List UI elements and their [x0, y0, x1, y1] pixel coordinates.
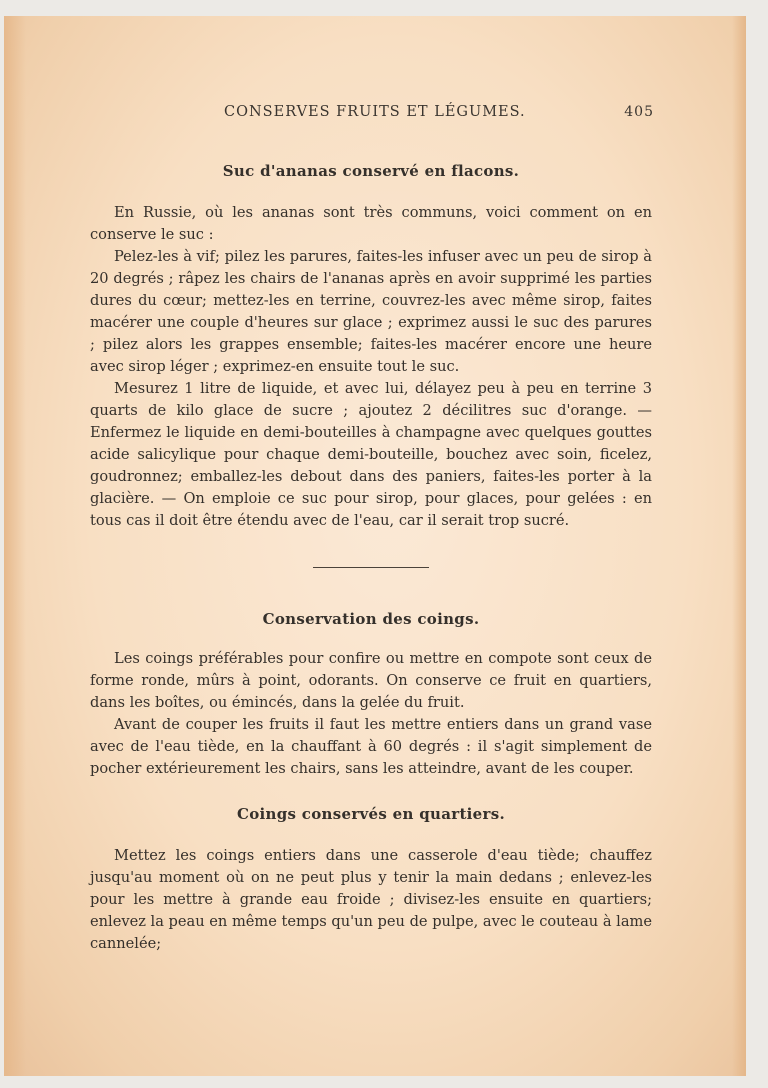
page-number: 405	[624, 104, 654, 120]
paragraph: Mesurez 1 litre de liquide, et avec lui, délayez peu à peu en terrine 3 quarts de kilo glace de sucre ; ajoutez 2 décilitres suc d'orange. — Enfermez le liquide en demi-bouteilles à champagne avec quelques gouttes acide salicylique pour chaque demi-bouteille, bouchez avec soin, ficelez, goudronnez; emballez-les debout dans des paniers, faites-les porter à la glacière. — On emploie ce suc pour sirop, pour glaces, pour gelées : en tous cas il doit être étendu avec de l'eau, car il serait trop sucré.	[90, 380, 652, 529]
paragraph: Pelez-les à vif; pilez les parures, faites-les infuser avec un peu de sirop à 20 degrés ; râpez les chairs de l'ananas après en avoir supprimé les parties dures du cœur; mettez-les en terrine, couvrez-les avec même sirop, faites macérer une couple d'heures sur glace ; exprimez aussi le suc des parures ; pilez alors les grappes ensemble; faites-les macérer encore une heure avec sirop léger ; exprimez-en ensuite tout le suc.	[90, 248, 652, 375]
paragraph: Avant de couper les fruits il faut les mettre entiers dans un grand vase avec de l'eau tiède, en la chauffant à 60 degrés : il s'agit simplement de pocher extérieurement les chairs, sans les atteindre, avant de les couper.	[90, 716, 652, 777]
paragraph: En Russie, où les ananas sont très communs, voici comment on en conserve le suc :	[90, 204, 652, 243]
book-page	[4, 16, 746, 1076]
paragraph: Mettez les coings entiers dans une casserole d'eau tiède; chauffez jusqu'au moment où on ne peut plus y tenir la main dedans ; enlevez-les pour les mettre à grande eau froide ; divisez-les ensuite en quartiers; enlevez la peau en même temps qu'un peu de pulpe, avec le couteau à lame cannelée;	[90, 847, 652, 952]
section-title-suc-ananas: Suc d'ananas conservé en flacons.	[222, 162, 520, 180]
section-title-coings-quartiers: Coings conservés en quartiers.	[237, 805, 505, 823]
running-title: CONSERVES FRUITS ET LÉGUMES.	[224, 104, 526, 120]
section-title-conservation-coings: Conservation des coings.	[262, 610, 480, 628]
page-body	[90, 136, 652, 955]
paragraph: Les coings préférables pour confire ou mettre en compote sont ceux de forme ronde, mûrs à point, odorants. On conserve ce fruit en quartiers, dans les boîtes, ou émincés, dans la gelée du fruit.	[90, 650, 652, 711]
section-divider	[313, 567, 429, 568]
